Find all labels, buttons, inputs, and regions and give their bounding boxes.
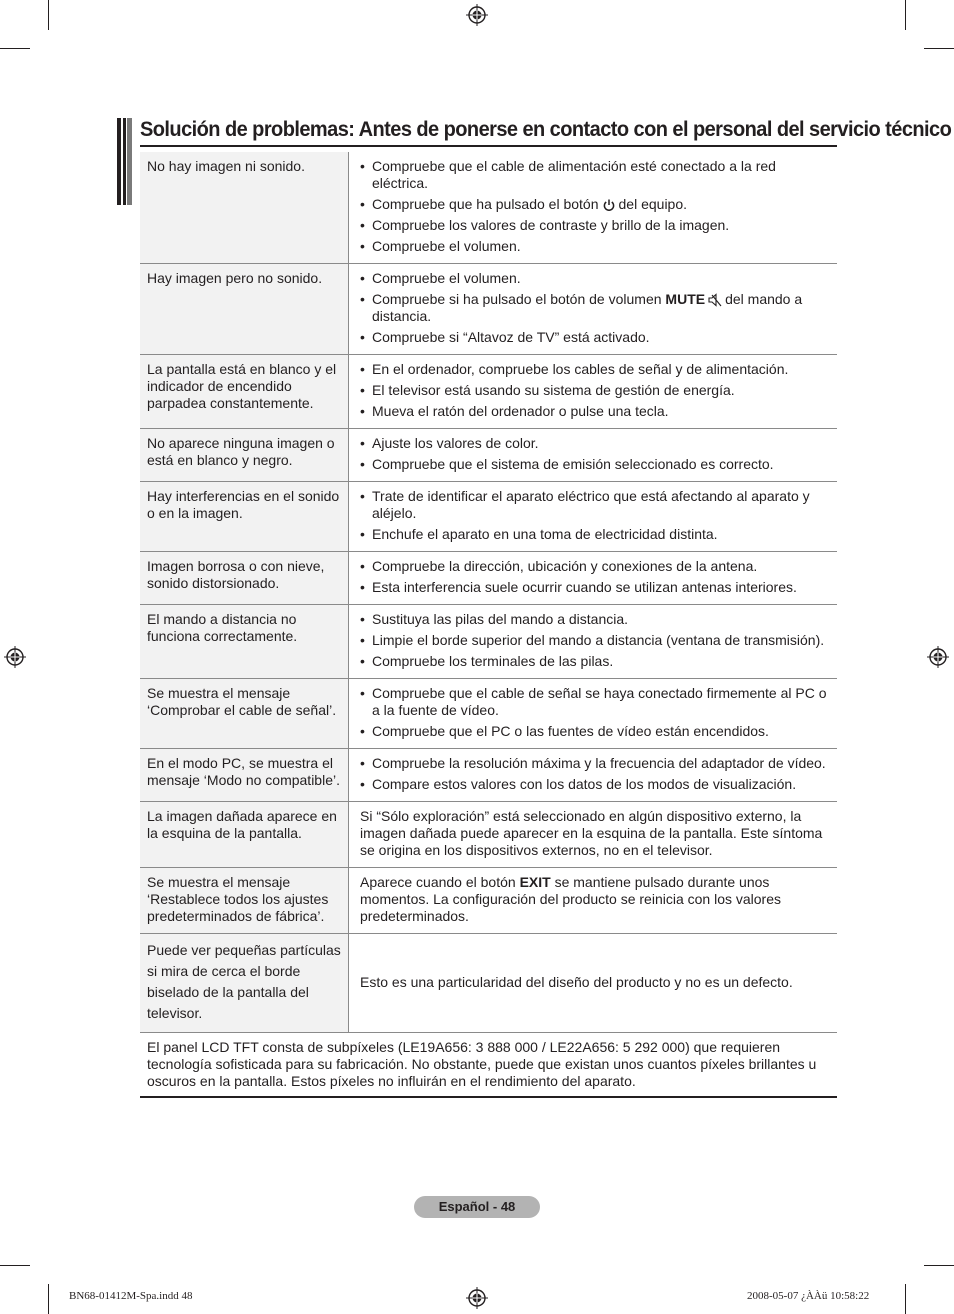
crop-mark [48,1284,49,1314]
symptom-cell: La pantalla está en blanco y el indicador de encendido parpadea constantemente. [140,355,349,429]
symptom-cell: Se muestra el mensaje ‘Restablece todos los ajustes predeterminados de fábrica’. [140,868,349,934]
solution-cell [349,679,838,749]
solution-text: Aparece cuando el botón EXIT se mantiene pulsado durante unos momentos. La configuración del producto se reinicia con los valores predeterminados. [349,868,838,934]
solution-item: • El televisor está usando su sistema de gestión de energía. [360,382,831,399]
solution-item: • Compruebe la dirección, ubicación y conexiones de la antena. [360,558,831,575]
solution-item: • Compruebe que ha pulsado el botón del equipo. [360,196,831,213]
solution-cell [349,152,838,264]
table-row [140,429,837,482]
table-row [140,482,837,552]
symptom-cell: No aparece ninguna imagen o está en blanco y negro. [140,429,349,482]
solution-item: • Enchufe el aparato en una toma de electricidad distinta. [360,526,831,543]
table-row [140,749,837,802]
title-rule [140,145,837,147]
solution-cell [349,749,838,802]
table-row [140,934,837,1033]
solution-cell [349,429,838,482]
solution-cell [349,552,838,605]
crop-mark [924,48,954,49]
symptom-cell: La imagen dañada aparece en la esquina de la pantalla. [140,802,349,868]
solution-item: • Sustituya las pilas del mando a distancia. [360,611,831,628]
symptom-cell: Imagen borrosa o con nieve, sonido distorsionado. [140,552,349,605]
table-row [140,1033,837,1098]
crop-mark [905,1284,906,1314]
solution-text: Si “Sólo exploración” está seleccionado en algún dispositivo externo, la imagen dañada puede aparecer en la esquina de la pantalla. Este síntoma se origina en los dispositivos externos, no en el televisor. [349,802,838,868]
solution-item: • Compruebe si “Altavoz de TV” está activado. [360,329,831,346]
symptom-cell: Se muestra el mensaje ‘Comprobar el cable de señal’. [140,679,349,749]
solution-item: • Limpie el borde superior del mando a distancia (ventana de transmisión). [360,632,831,649]
table-row [140,605,837,679]
symptom-cell: No hay imagen ni sonido. [140,152,349,264]
solution-item: • Compruebe la resolución máxima y la frecuencia del adaptador de vídeo. [360,755,831,772]
table-row [140,264,837,355]
page-title: Solución de problemas: Antes de ponerse en contacto con el personal del servicio técnico [140,117,952,141]
power-icon [602,198,616,212]
registration-mark-icon [466,1287,488,1309]
solution-text: Esto es una particularidad del diseño del producto y no es un defecto. [349,934,838,1033]
mute-label: MUTE [665,291,706,307]
solution-item: • Esta interferencia suele ocurrir cuando se utilizan antenas interiores. [360,579,831,596]
registration-mark-icon [466,4,488,26]
crop-mark [924,1265,954,1266]
table-row [140,802,837,868]
solution-cell [349,605,838,679]
slug-left: BN68-01412M-Spa.indd 48 [69,1290,193,1302]
crop-mark [0,48,30,49]
troubleshooting-table [140,152,837,1098]
symptom-cell: Hay imagen pero no sonido. [140,264,349,355]
solution-item: • Compruebe el volumen. [360,238,831,255]
registration-mark-icon [927,646,949,668]
solution-item: • Compruebe si ha pulsado el botón de volumen MUTE del mando a distancia. [360,291,831,325]
solution-item: • Trate de identificar el aparato eléctrico que está afectando al aparato y aléjelo. [360,488,831,522]
symptom-cell: El mando a distancia no funciona correctamente. [140,605,349,679]
table-row [140,868,837,934]
section-side-bar [117,118,132,205]
solution-item: • Compruebe que el cable de alimentación esté conectado a la red eléctrica. [360,158,831,192]
crop-mark [0,1265,30,1266]
solution-item: • Compare estos valores con los datos de los modos de visualización. [360,776,831,793]
table-row [140,355,837,429]
registration-mark-icon [4,646,26,668]
solution-item: • Ajuste los valores de color. [360,435,831,452]
solution-cell [349,355,838,429]
table-row [140,152,837,264]
solution-cell [349,482,838,552]
solution-item: • Compruebe que el PC o las fuentes de vídeo están encendidos. [360,723,831,740]
symptom-cell: En el modo PC, se muestra el mensaje ‘Modo no compatible’. [140,749,349,802]
page-number: Español - 48 [414,1196,540,1218]
solution-item: • Compruebe el volumen. [360,270,831,287]
crop-mark [48,0,49,30]
slug-right: 2008-05-07 ¿ÀÀü 10:58:22 [747,1290,870,1302]
solution-item: • Compruebe que el sistema de emisión seleccionado es correcto. [360,456,831,473]
solution-item: • Mueva el ratón del ordenador o pulse una tecla. [360,403,831,420]
note-text: El panel LCD TFT consta de subpíxeles (LE19A656: 3 888 000 / LE22A656: 5 292 000) que requieren tecnología sofisticada para su fabricación. No obstante, puede que existan unos cuantos píxeles brillantes u oscuros en la pantalla. Estos píxeles no influirán en el rendimiento del aparato. [140,1033,837,1098]
table-row [140,679,837,749]
symptom-cell: Hay interferencias en el sonido o en la imagen. [140,482,349,552]
mute-icon [708,293,722,307]
solution-item: • Compruebe que el cable de señal se haya conectado firmemente al PC o a la fuente de vídeo. [360,685,831,719]
symptom-cell: Puede ver pequeñas partículas si mira de cerca el borde biselado de la pantalla del televisor. [140,934,349,1033]
table-row [140,552,837,605]
solution-item: • Compruebe los terminales de las pilas. [360,653,831,670]
solution-item: • Compruebe los valores de contraste y brillo de la imagen. [360,217,831,234]
exit-label: EXIT [519,874,551,890]
solution-cell [349,264,838,355]
solution-item: • En el ordenador, compruebe los cables de señal y de alimentación. [360,361,831,378]
crop-mark [905,0,906,30]
